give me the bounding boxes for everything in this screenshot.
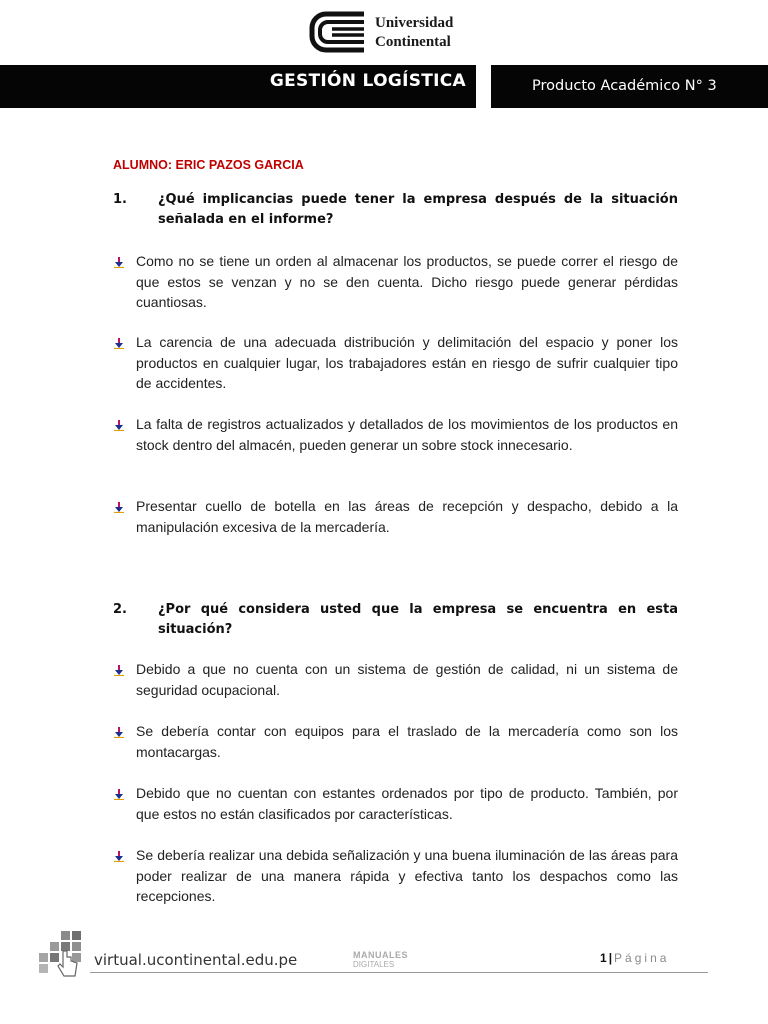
question-1 bbox=[113, 190, 678, 230]
student-name: ALUMNO: ERIC PAZOS GARCIA bbox=[113, 158, 304, 172]
course-title: GESTIÓN LOGÍSTICA bbox=[269, 71, 466, 91]
page-number: 1 bbox=[600, 951, 607, 965]
product-bar bbox=[491, 65, 768, 108]
touch-cursor-icon bbox=[37, 929, 93, 979]
list-item: Debido que no cuentan con estantes ordenados por tipo de producto. También, por que estos no están clasificados por características. bbox=[113, 783, 678, 824]
bullet-arrow-icon bbox=[113, 664, 125, 676]
page-label: Página bbox=[614, 951, 670, 965]
bullet-arrow-icon bbox=[113, 501, 125, 513]
list-item: Se debería realizar una debida señalización y una buena iluminación de las áreas para poder realizar de una manera rápida y efectiva tanto los despachos como las recepciones. bbox=[113, 845, 678, 907]
question-2 bbox=[113, 600, 678, 640]
bullet-arrow-icon bbox=[113, 788, 125, 800]
bullet-arrow-icon bbox=[113, 850, 125, 862]
footer-divider bbox=[90, 972, 708, 973]
university-logo bbox=[308, 10, 468, 56]
question-text: ¿Por qué considera usted que la empresa se encuentra en esta situación? bbox=[158, 602, 678, 637]
list-item: La falta de registros actualizados y detallados de los movimientos de los productos en stock dentro del almacén, pueden generar un sobre stock innecesario. bbox=[113, 414, 678, 455]
list-item: La carencia de una adecuada distribución y delimitación del espacio y poner los productos en cualquier lugar, los trabajadores están en riesgo de sufrir cualquier tipo de accidentes. bbox=[113, 332, 678, 394]
product-label: Producto Académico N° 3 bbox=[532, 78, 717, 94]
question-number: 2. bbox=[113, 602, 127, 617]
list-item: Como no se tiene un orden al almacenar los productos, se puede correr el riesgo de que estos se venzan y no se den cuenta. Dicho riesgo puede generar pérdidas cuantiosas. bbox=[113, 251, 678, 313]
list-item: Se debería contar con equipos para el traslado de la mercadería como son los montacargas. bbox=[113, 721, 678, 762]
bullet-arrow-icon bbox=[113, 726, 125, 738]
list-item: Debido a que no cuenta con un sistema de gestión de calidad, ni un sistema de seguridad ocupacional. bbox=[113, 659, 678, 700]
course-title-bar bbox=[0, 65, 476, 108]
question-number: 1. bbox=[113, 192, 127, 207]
manuales-digitales-logo: MANUALES DIGITALES bbox=[353, 950, 408, 969]
question-text: ¿Qué implicancias puede tener la empresa después de la situación señalada en el informe? bbox=[158, 192, 678, 227]
continental-c-logo-icon bbox=[308, 10, 366, 54]
bullet-arrow-icon bbox=[113, 419, 125, 431]
university-name: Universidad Continental bbox=[375, 15, 454, 50]
bullet-arrow-icon bbox=[113, 337, 125, 349]
footer-url: virtual.ucontinental.edu.pe bbox=[94, 951, 298, 969]
list-item: Presentar cuello de botella en las áreas de recepción y despacho, debido a la manipulación excesiva de la mercadería. bbox=[113, 496, 678, 537]
bullet-arrow-icon bbox=[113, 256, 125, 268]
page-indicator: 1 | Página bbox=[600, 951, 670, 965]
